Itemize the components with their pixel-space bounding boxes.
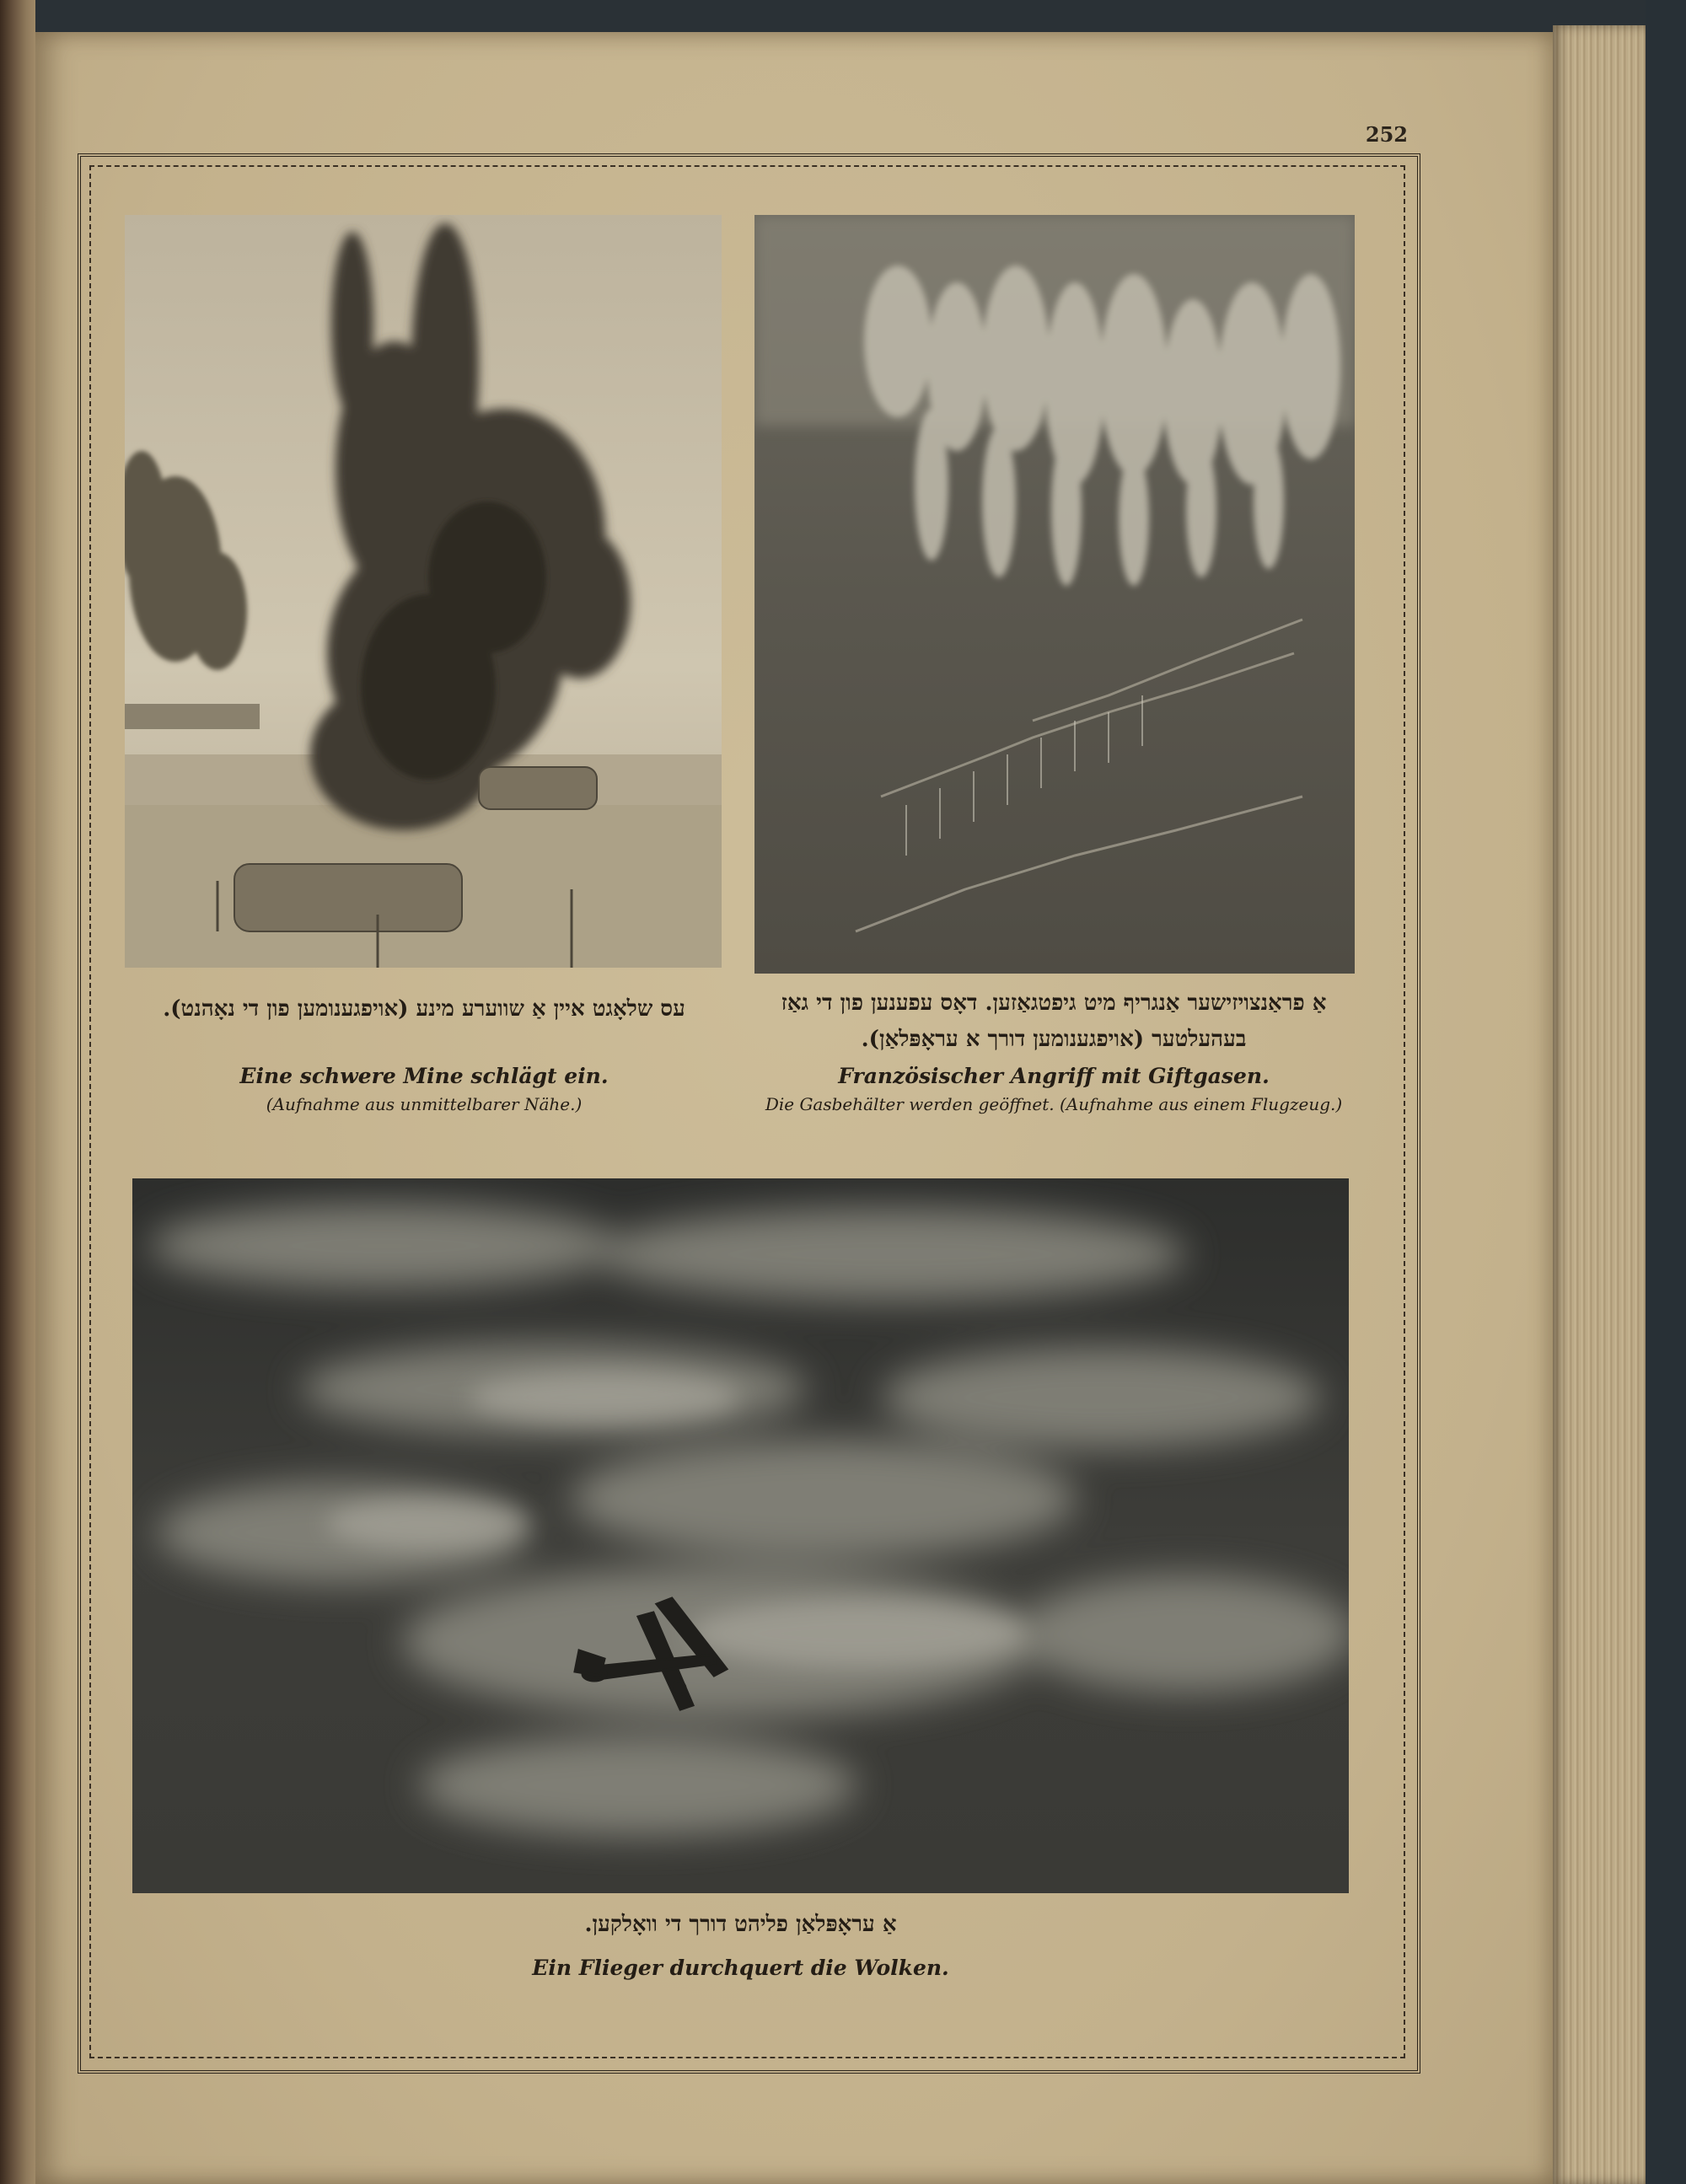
book-left-edge	[0, 0, 35, 2184]
photo-mine-explosion	[125, 215, 722, 968]
caption-gas-german-sub: Die Gasbehälter werden geöffnet. (Aufnahme aus einem Flugzeug.)	[765, 1094, 1343, 1114]
photo-airplane-clouds	[132, 1178, 1349, 1893]
book-cover-edge	[1646, 0, 1686, 2184]
caption-mine-yiddish: עס שלאָגט איין אַ שווערע מינע (אויפגענומען פון די נאָהנט).	[163, 996, 685, 1022]
photo-gas-attack	[754, 215, 1355, 974]
page-number: 252	[1365, 122, 1408, 147]
caption-gas-german: Französischer Angriff mit Giftgasen.	[838, 1064, 1270, 1088]
caption-mine-german: Eine schwere Mine schlägt ein.	[239, 1064, 609, 1088]
page-stack-edge	[1553, 25, 1646, 2184]
caption-plane-german: Ein Flieger durchquert die Wolken.	[532, 1956, 949, 1980]
caption-gas-yiddish-line2: בעהעלטער (אויפגענומען דורך א עראָפּלאַן).	[861, 1027, 1247, 1052]
caption-gas-yiddish-line1: אַ פראַנצויזישער אַנגריף מיט גיפטגאַזען. דאָס עפענען פון די גאַז	[781, 990, 1327, 1016]
caption-mine-german-sub: (Aufnahme aus unmittelbarer Nähe.)	[266, 1094, 583, 1114]
caption-plane-yiddish: אַ עראָפּלאַן פליהט דורך די וואָלקען.	[584, 1912, 897, 1937]
